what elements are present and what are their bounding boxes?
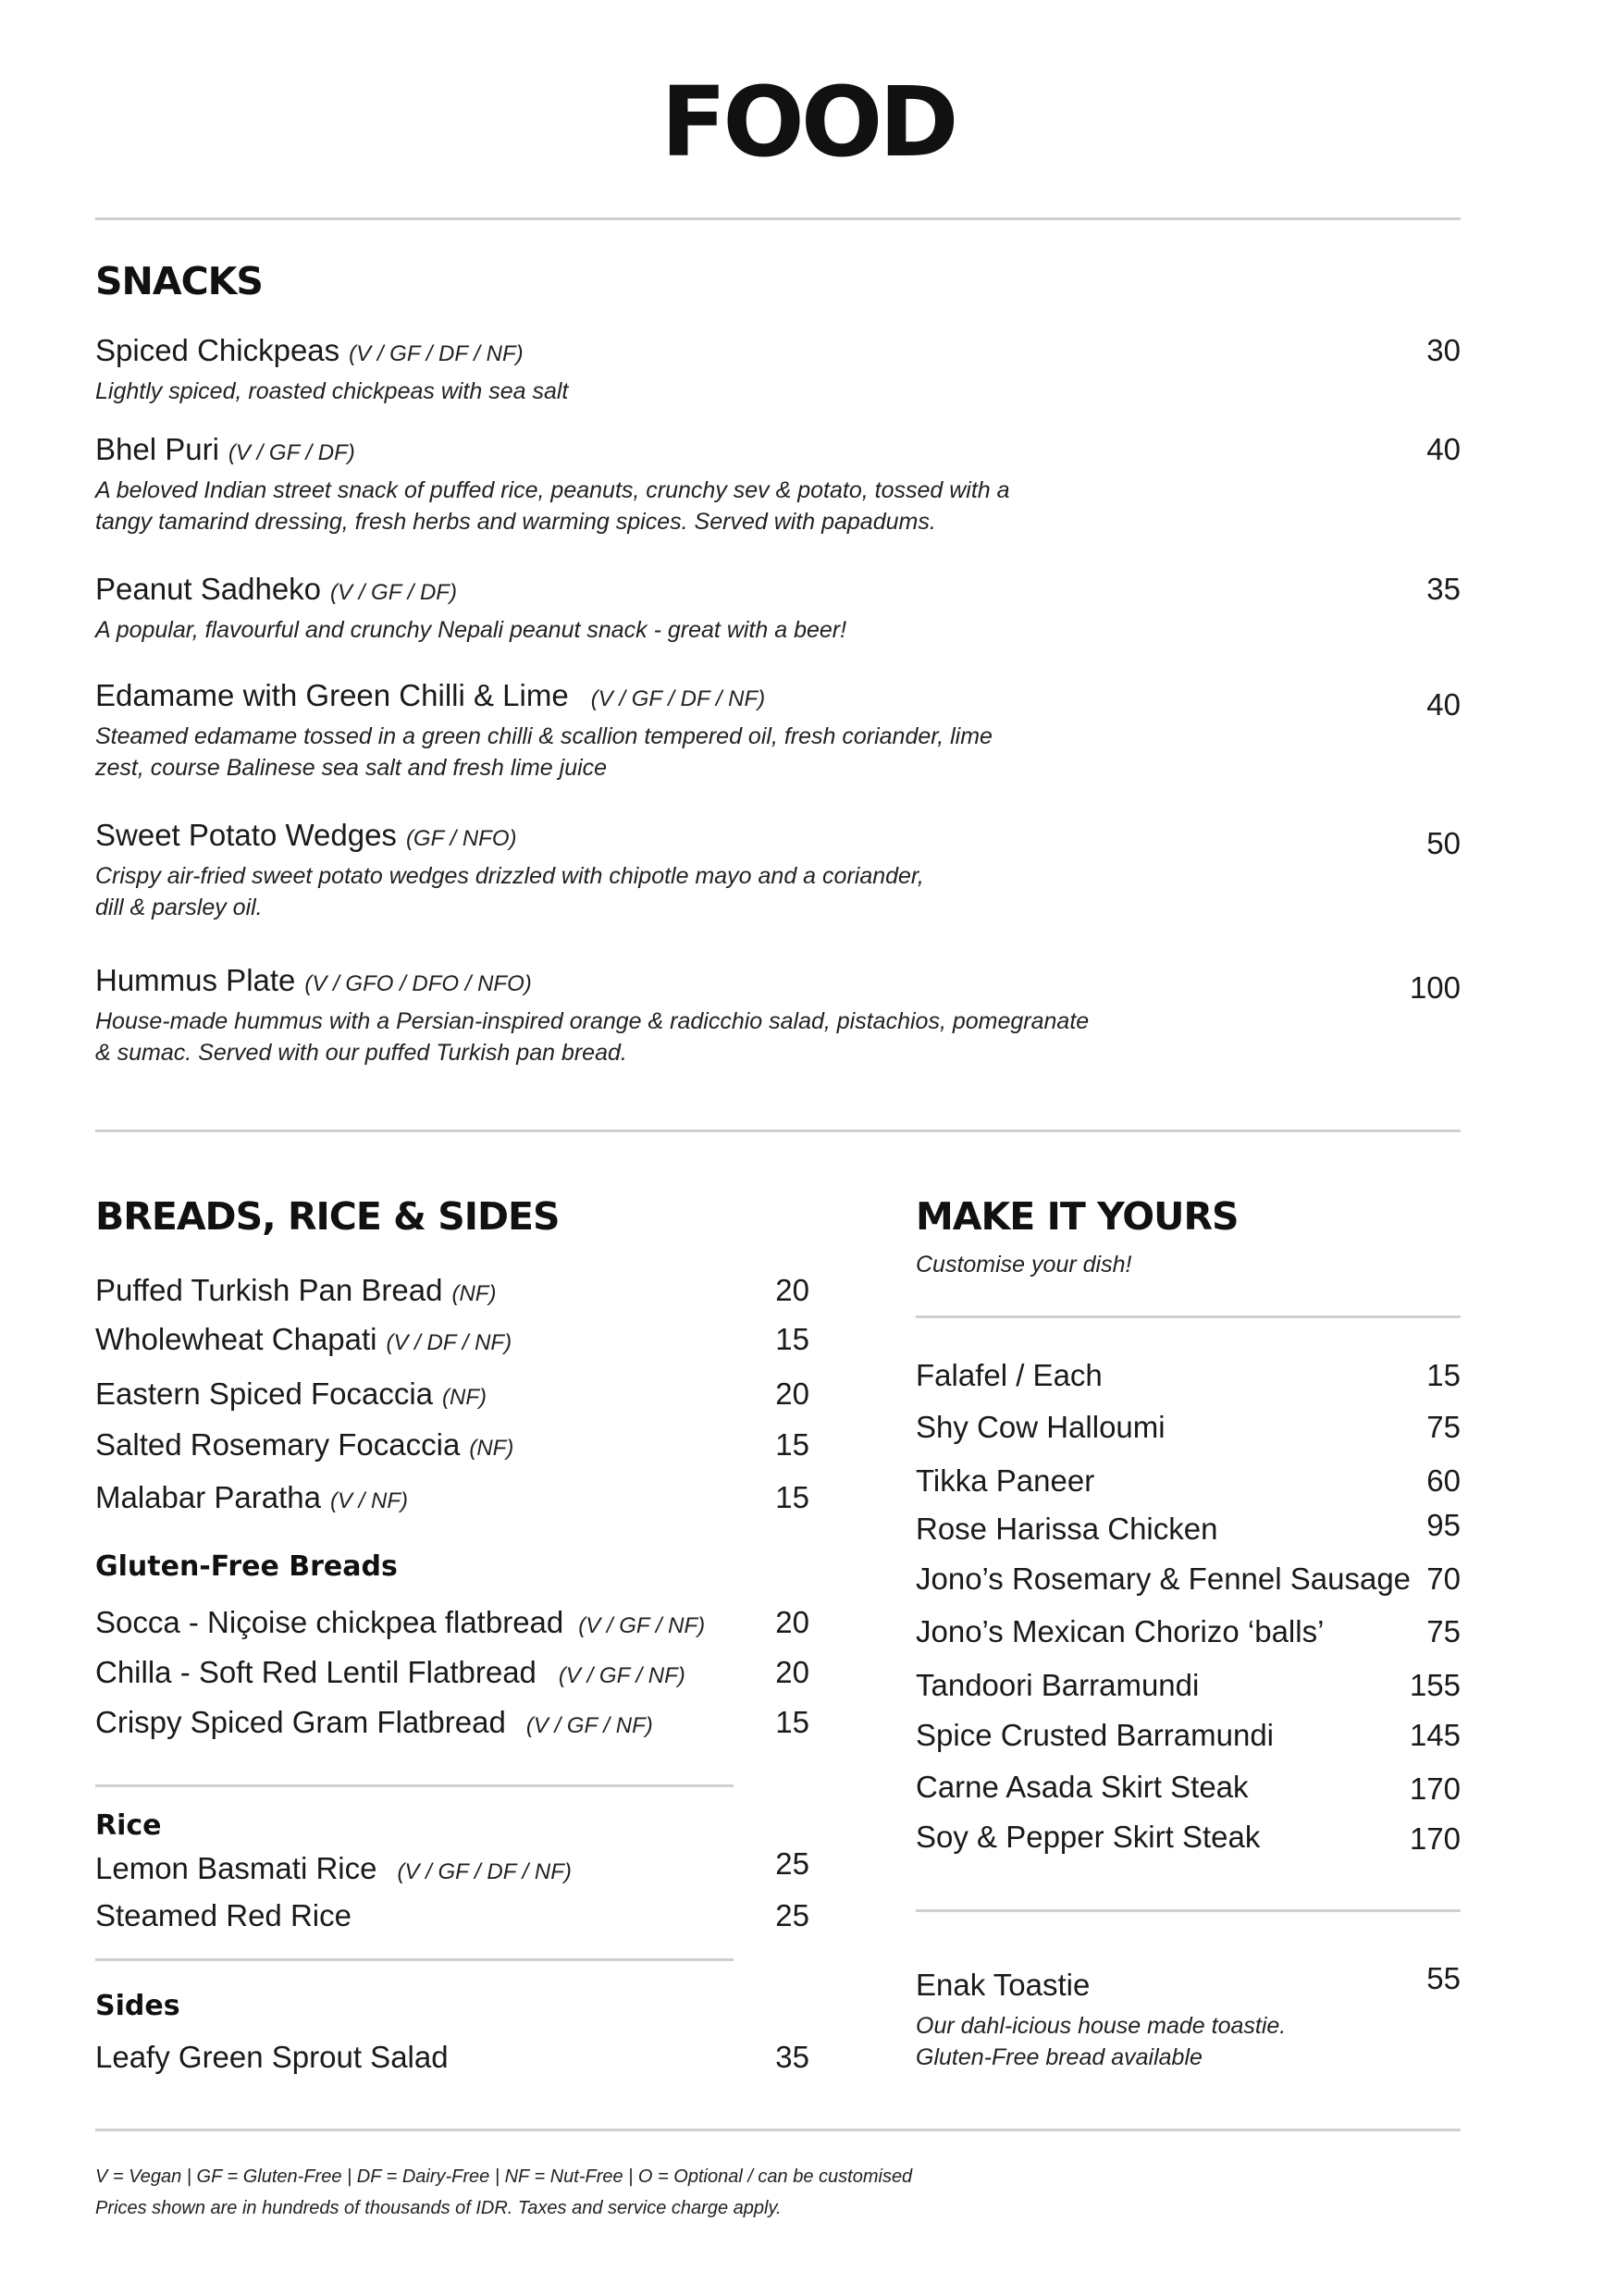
menu-item [916,1562,1411,1597]
desc-line: tangy tamarind dressing, fresh herbs and warming spices. Served with papadums. [95,509,936,535]
divider-top [95,217,1461,220]
divider-make-top [916,1315,1461,1318]
item-description [95,614,1261,646]
item-tags: (V / GF / DF) [228,440,355,465]
desc-line: & sumac. Served with our puffed Turkish pan bread. [95,1040,627,1066]
item-price: 20 [775,1655,809,1689]
menu-item [95,1376,487,1412]
item-price: 15 [775,1427,809,1462]
menu-item [95,1605,705,1640]
item-price: 75 [1426,1614,1461,1648]
item-tags: (V / GF / DF / NF) [590,686,766,711]
item-name: Carne Asada Skirt Steak [916,1770,1249,1804]
item-name: Puffed Turkish Pan Bread [95,1273,443,1307]
item-name: Crispy Spiced Gram Flatbread [95,1705,506,1739]
item-name: Hummus Plate [95,963,296,997]
item-name: Bhel Puri [95,432,219,466]
item-description [95,721,1261,784]
item-price: 170 [1409,1821,1461,1856]
menu-item [916,1718,1274,1753]
make-it-yours-heading: MAKE IT YOURS [916,1194,1239,1239]
menu-item [95,1898,352,1933]
item-tags: (V / NF) [329,1488,408,1513]
menu-item-toastie [916,1968,1341,2073]
item-name: Jono’s Mexican Chorizo ‘balls’ [916,1614,1325,1648]
item-name: Spiced Chickpeas [95,333,340,367]
item-price: 15 [1426,1358,1461,1392]
item-name: Soy & Pepper Skirt Steak [916,1820,1261,1854]
item-name: Socca - Niçoise chickpea flatbread [95,1605,564,1639]
item-name: Tikka Paneer [916,1463,1095,1498]
item-name: Edamame with Green Chilli & Lime [95,678,569,712]
item-price: 70 [1426,1562,1461,1596]
menu-item [95,1322,512,1357]
menu-item [95,963,1298,1068]
item-price: 40 [1426,687,1461,722]
desc-line: House-made hummus with a Persian-inspired orange & radicchio salad, pistachios, pomegranate [95,1008,1090,1034]
item-price: 100 [1409,970,1461,1005]
item-name: Jono’s Rosemary & Fennel Sausage [916,1562,1412,1596]
item-tags: (NF) [469,1436,514,1461]
menu-item [916,1614,1324,1649]
item-name: Salted Rosemary Focaccia [95,1427,461,1462]
breads-heading: BREADS, RICE & SIDES [95,1194,560,1239]
item-description [95,1006,1298,1068]
item-name: Sweet Potato Wedges [95,818,397,852]
item-name: Malabar Paratha [95,1480,321,1514]
item-name: Lemon Basmati Rice [95,1851,377,1885]
item-price: 30 [1426,333,1461,367]
item-description [95,376,1261,407]
sides-heading: Sides [95,1990,180,2022]
item-name: Falafel / Each [916,1358,1103,1392]
item-price: 20 [775,1376,809,1411]
desc-line: dill & parsley oil. [95,895,263,920]
item-price: 170 [1409,1771,1461,1806]
item-description [95,860,1261,923]
item-price: 35 [775,2040,809,2074]
divider-make-bottom [916,1909,1461,1912]
item-description [916,2010,1341,2073]
menu-item [916,1410,1166,1445]
item-name: Tandoori Barramundi [916,1668,1200,1702]
item-price: 15 [775,1705,809,1739]
menu-item [916,1820,1260,1855]
item-name: Enak Toastie [916,1968,1091,2002]
item-price: 75 [1426,1410,1461,1444]
desc-line: A beloved Indian street snack of puffed rice, peanuts, crunchy sev & potato, tossed with a [95,477,1010,503]
item-name: Rose Harissa Chicken [916,1512,1218,1546]
item-tags: (V / GF / DF / NF) [349,341,524,366]
make-it-yours-subtitle: Customise your dish! [916,1252,1132,1278]
item-tags: (V / GF / NF) [578,1613,706,1638]
menu-item [95,572,1261,646]
menu-item [95,333,1261,407]
item-tags: (V / GFO / DFO / NFO) [304,971,532,996]
snacks-heading: SNACKS [95,259,263,303]
desc-line: Our dahl-icious house made toastie. [916,2013,1287,2039]
menu-item [916,1770,1249,1805]
rice-heading: Rice [95,1809,162,1842]
menu-item [95,1427,513,1463]
item-price: 50 [1426,826,1461,860]
item-name: Chilla - Soft Red Lentil Flatbread [95,1655,537,1689]
item-tags: (V / GF / DF) [330,580,457,605]
menu-item [916,1512,1217,1547]
item-price: 15 [775,1322,809,1356]
item-tags: (GF / NFO) [405,826,517,851]
item-tags: (V / DF / NF) [386,1330,512,1355]
item-price: 25 [775,1898,809,1932]
item-price: 15 [775,1480,809,1514]
desc-line: Lightly spiced, roasted chickpeas with sea salt [95,378,569,404]
item-price: 60 [1426,1463,1461,1498]
menu-item [916,1358,1103,1393]
desc-line: zest, course Balinese sea salt and fresh lime juice [95,755,608,781]
desc-line: Crispy air-fried sweet potato wedges drizzled with chipotle mayo and a coriander, [95,863,924,889]
item-price: 20 [775,1273,809,1307]
item-description [95,475,1261,537]
item-price: 40 [1426,432,1461,466]
divider-breads [95,1784,734,1787]
desc-line: Steamed edamame tossed in a green chilli & scallion tempered oil, fresh coriander, lime [95,723,993,749]
menu-item [916,1668,1199,1703]
menu-item [95,432,1261,537]
item-price: 145 [1409,1718,1461,1752]
desc-line: A popular, flavourful and crunchy Nepali peanut snack - great with a beer! [95,617,847,643]
item-name: Wholewheat Chapati [95,1322,377,1356]
item-name: Leafy Green Sprout Salad [95,2040,449,2074]
menu-item [95,678,1261,784]
item-tags: (NF) [451,1281,497,1306]
item-price: 25 [775,1846,809,1881]
menu-item [95,1273,496,1308]
item-tags: (V / GF / DF / NF) [397,1859,572,1884]
divider-snacks [95,1129,1461,1132]
prices-note: Prices shown are in hundreds of thousands of IDR. Taxes and service charge apply. [95,2198,782,2218]
item-name: Spice Crusted Barramundi [916,1718,1275,1752]
item-tags: (NF) [442,1385,487,1410]
menu-item [95,818,1261,923]
divider-footer [95,2129,1461,2131]
menu-item [95,2040,449,2075]
dietary-legend: V = Vegan | GF = Gluten-Free | DF = Dairy-Free | NF = Nut-Free | O = Optional / can be customised [95,2166,913,2187]
menu-item [95,1480,408,1515]
item-price: 155 [1409,1668,1461,1702]
item-price: 35 [1426,572,1461,606]
item-tags: (V / GF / NF) [525,1713,653,1738]
menu-item [916,1463,1094,1499]
item-name: Shy Cow Halloumi [916,1410,1166,1444]
menu-item [95,1705,653,1740]
item-price: 95 [1426,1508,1461,1542]
divider-rice [95,1958,734,1961]
menu-item [95,1851,572,1886]
item-price: 20 [775,1605,809,1639]
item-tags: (V / GF / NF) [558,1663,685,1688]
item-name: Steamed Red Rice [95,1898,352,1932]
desc-line: Gluten-Free bread available [916,2044,1203,2070]
item-name: Peanut Sadheko [95,572,322,606]
item-name: Eastern Spiced Focaccia [95,1376,434,1411]
gluten-free-heading: Gluten-Free Breads [95,1550,398,1583]
page-title: FOOD [660,66,956,179]
item-price: 55 [1426,1961,1461,1995]
menu-item [95,1655,685,1690]
